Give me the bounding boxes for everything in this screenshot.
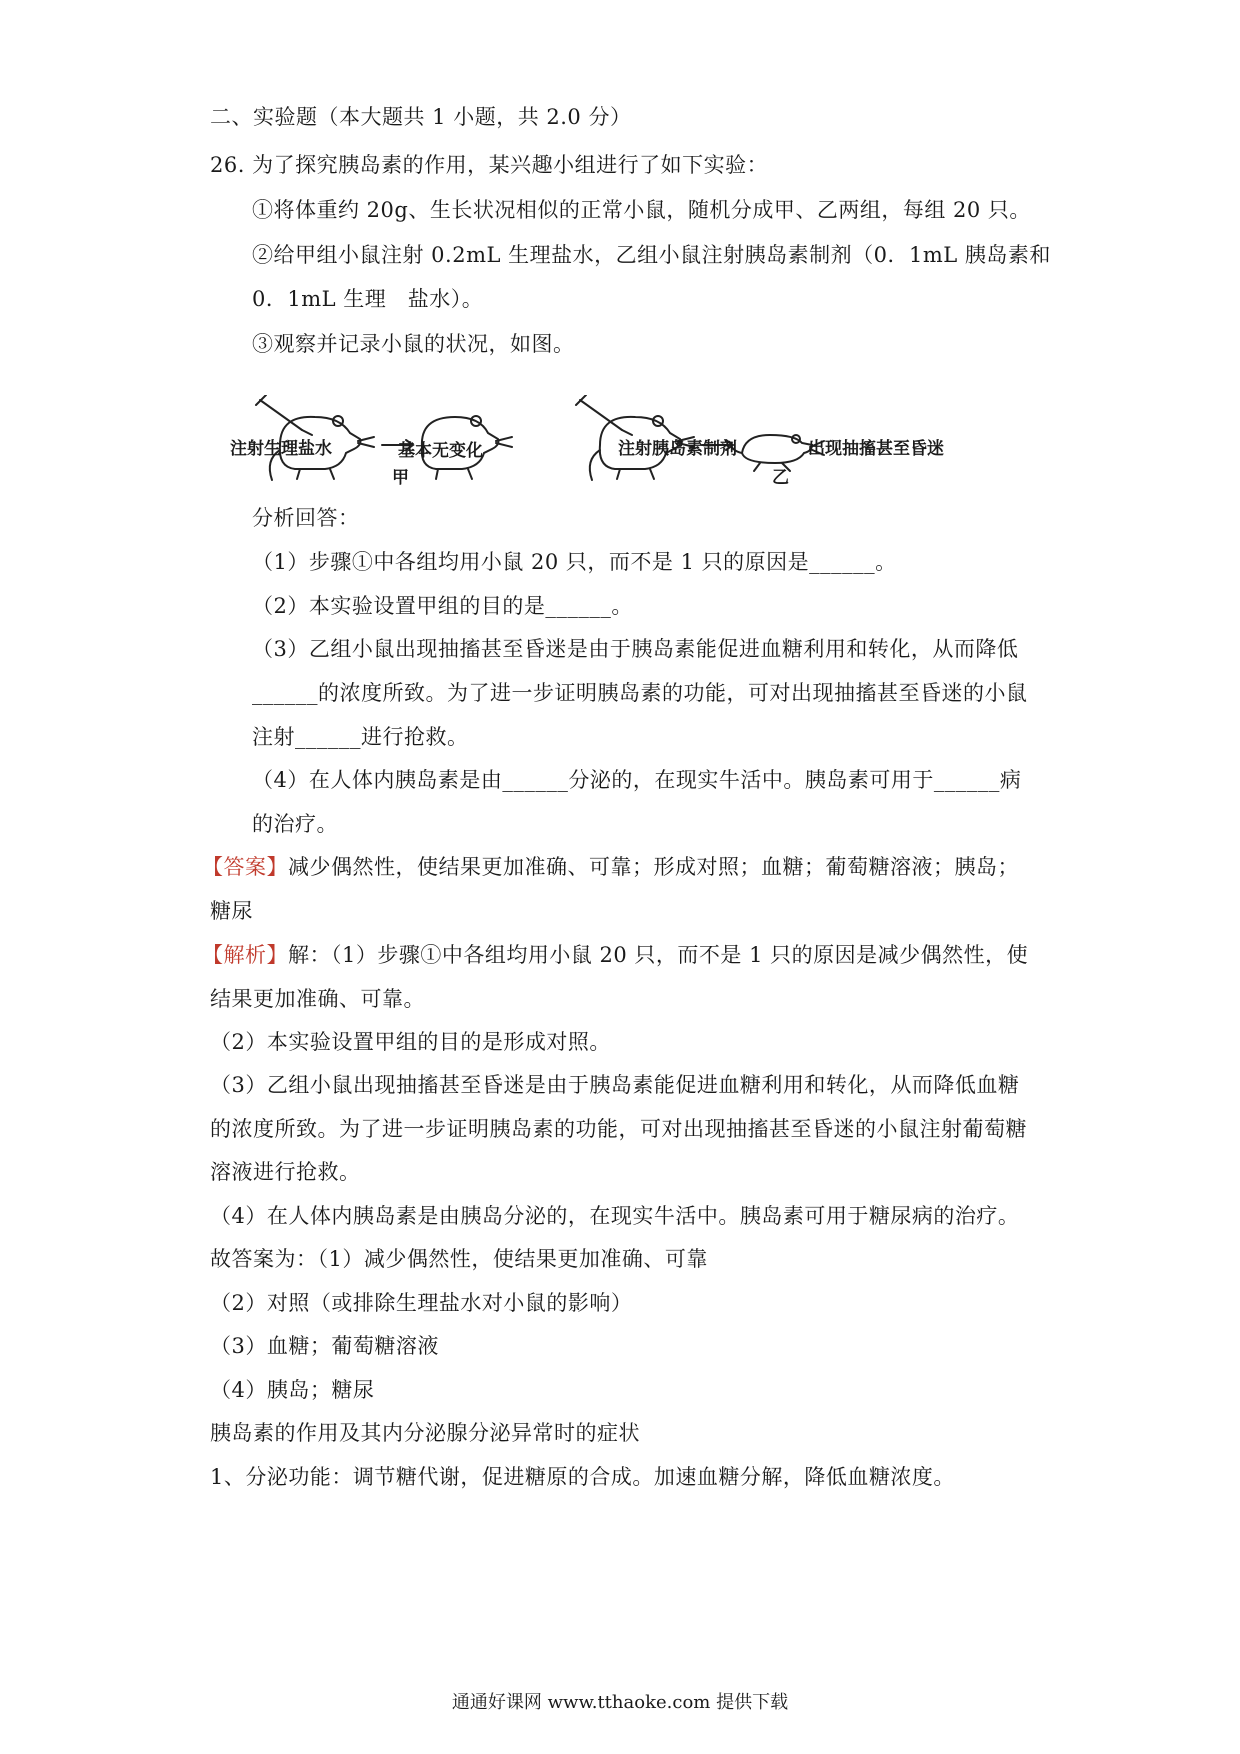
group-label-jia: 甲	[392, 468, 409, 488]
analysis-line-7: （4）在人体内胰岛素是由胰岛分泌的，在现实牛活中。胰岛素可用于糖尿病的治疗。	[210, 1204, 1020, 1228]
step-2: ②给甲组小鼠注射 0.2mL 生理盐水，乙组小鼠注射胰岛素制剂（0．1mL 胰岛素和	[252, 243, 1051, 267]
answer-line-2: 糖尿	[210, 899, 253, 923]
subquestion-3-line3: 注射______进行抢救。	[252, 725, 469, 749]
experiment-figure	[230, 395, 990, 545]
caption-no-change: 基本无变化	[398, 441, 483, 461]
answer-tag: 【答案】	[202, 855, 288, 879]
analysis-tag: 【解析】	[202, 943, 288, 967]
subquestion-2: （2）本实验设置甲组的目的是______。	[252, 594, 633, 618]
analysis-line-8: 故答案为：（1）减少偶然性，使结果更加准确、可靠	[210, 1247, 708, 1271]
caption-saline-injection: 注射生理盐水	[230, 439, 332, 459]
answer-line-1	[202, 852, 1019, 882]
analysis-line-3: （2）本实验设置甲组的目的是形成对照。	[210, 1030, 611, 1054]
analysis-line-9: （2）对照（或排除生理盐水对小鼠的影响）	[210, 1291, 633, 1315]
page-footer: 通通好课网 www.tthaoke.com 提供下载	[451, 1692, 789, 1713]
analysis-text: 解：（1）步骤①中各组均用小鼠 20 只，而不是 1 只的原因是减少偶然性，使	[288, 943, 1029, 967]
step-3: ③观察并记录小鼠的状况，如图。	[252, 332, 575, 356]
step-1: ①将体重约 20g、生长状况相似的正常小鼠，随机分成甲、乙两组，每组 20 只。	[252, 198, 1031, 222]
analysis-line-6: 溶液进行抢救。	[210, 1160, 361, 1184]
analysis-line-12: 胰岛素的作用及其内分泌腺分泌异常时的症状	[210, 1421, 640, 1445]
analysis-line-5: 的浓度所致。为了进一步证明胰岛素的功能，可对出现抽搐甚至昏迷的小鼠注射葡萄糖	[210, 1117, 1027, 1141]
analysis-line-13: 1、分泌功能：调节糖代谢，促进糖原的合成。加速血糖分解，降低血糖浓度。	[210, 1465, 955, 1489]
caption-insulin-injection: 注射胰岛素制剂	[618, 439, 737, 459]
question-stem: 26. 为了探究胰岛素的作用，某兴趣小组进行了如下实验：	[210, 153, 769, 177]
subquestion-4: （4）在人体内胰岛素是由______分泌的，在现实牛活中。胰岛素可用于______病	[252, 768, 1022, 792]
section-title: 二、实验题（本大题共 1 小题，共 2.0 分）	[210, 105, 632, 129]
analysis-line-10: （3）血糖；葡萄糖溶液	[210, 1334, 439, 1358]
analysis-line-11: （4）胰岛；糖尿	[210, 1378, 375, 1402]
subquestion-4-line2: 的治疗。	[252, 812, 338, 836]
subquestion-3-line2: ______的浓度所致。为了进一步证明胰岛素的功能，可对出现抽搐甚至昏迷的小鼠	[252, 681, 1028, 705]
experiment-illustration	[250, 395, 990, 545]
answer-text: 减少偶然性，使结果更加准确、可靠；形成对照；血糖；葡萄糖溶液；胰岛；	[288, 855, 1019, 879]
analysis-title: 分析回答：	[252, 506, 360, 530]
group-label-yi: 乙	[772, 468, 789, 488]
step-2-continued: 0．1mL 生理 盐水）。	[252, 287, 484, 311]
analysis-line-2: 结果更加准确、可靠。	[210, 987, 425, 1011]
analysis-line-1	[202, 940, 1028, 970]
analysis-line-4: （3）乙组小鼠出现抽搐甚至昏迷是由于胰岛素能促进血糖利用和转化，从而降低血糖	[210, 1073, 1020, 1097]
subquestion-1: （1）步骤①中各组均用小鼠 20 只，而不是 1 只的原因是______。	[252, 550, 897, 574]
caption-convulsion-coma: 出现抽搐甚至昏迷	[808, 439, 944, 459]
subquestion-3: （3）乙组小鼠出现抽搐甚至昏迷是由于胰岛素能促进血糖利用和转化，从而降低	[252, 637, 1019, 661]
